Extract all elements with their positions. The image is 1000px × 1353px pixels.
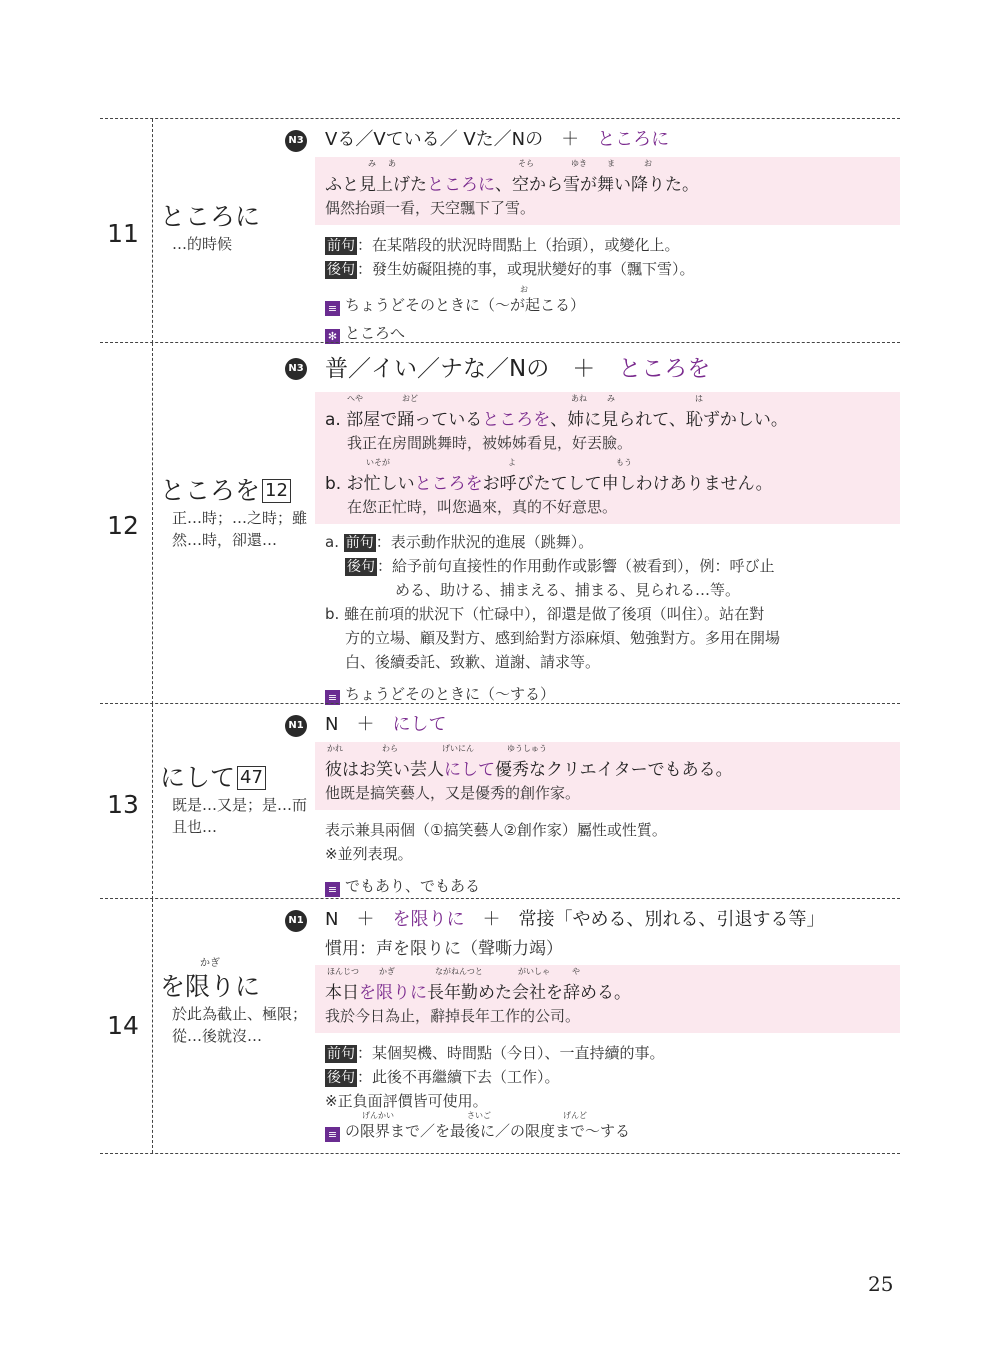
- entry-word: かぎ を限りに: [160, 958, 261, 1001]
- note-line: ※正負面評價皆可使用。: [325, 1092, 488, 1110]
- note-line: 後句 ：發生妨礙阻撓的事，或現狀變好的事（飄下雪）。: [327, 260, 695, 278]
- column-divider: [152, 119, 153, 343]
- pattern-form: 普／イい／ナな／Nの ＋: [325, 356, 619, 382]
- furigana: わら: [382, 744, 398, 753]
- furigana: そら: [518, 159, 534, 168]
- furigana: へや: [347, 394, 363, 403]
- front-clause-tag: 前句: [345, 535, 374, 551]
- furigana: かれ: [327, 744, 343, 753]
- entry-meaning: 於此為截止、極限；從…後就沒…: [172, 1005, 308, 1045]
- similar-expression: げんかい さいご げんど ≡ の限界まで／を最後に／の限度まで〜する: [325, 1113, 900, 1143]
- note-line: 表示兼具兩個（①搞笑藝人②創作家）屬性或性質。: [325, 821, 667, 839]
- level-badge: N1: [285, 910, 307, 932]
- furigana: かぎ: [379, 967, 395, 976]
- entry-meaning: …的時候: [172, 235, 233, 253]
- example-box: [315, 742, 900, 810]
- note-line: める、助ける、捕まえる、捕まる、見られる…等。: [395, 581, 741, 599]
- furigana: げいにん: [442, 744, 474, 753]
- entry-row-14: [100, 898, 900, 1154]
- example-translation: 在您正忙時，叫您過來，真的不好意思。: [347, 498, 618, 516]
- entry-number: 14: [107, 1011, 139, 1040]
- furigana: お: [520, 285, 528, 294]
- note-line: 後句 ：給予前句直接性的作用動作或影響（被看到），例：呼び止: [347, 557, 775, 575]
- example-box: [315, 965, 900, 1033]
- pattern-form: N ＋: [325, 909, 393, 930]
- example-box: [315, 157, 900, 225]
- note-line: a. 前句 ：表示動作狀況的進展（跳舞）。: [325, 533, 594, 551]
- asterisk-icon: ✻: [325, 329, 340, 344]
- furigana: ゆき: [571, 159, 587, 168]
- entry-row-11: [100, 118, 900, 343]
- furigana: み: [368, 159, 376, 168]
- equal-icon: ≡: [325, 690, 340, 705]
- pattern-form: N ＋: [325, 714, 393, 735]
- grammar-pattern: [285, 905, 900, 935]
- furigana: かぎ: [200, 958, 220, 969]
- furigana: よ: [508, 458, 516, 467]
- column-divider: [152, 704, 153, 899]
- example-sentence: いそが よ もう b. お忙しいところをお呼びたてして申しわけありません。: [325, 458, 773, 494]
- example-sentence: ほんじつ かぎ ながねんつと がいしゃ や 本日を限りに長年勤めた会社を辞める。: [325, 967, 631, 1003]
- entry-word: にして 47: [160, 762, 310, 794]
- entry-number: 12: [107, 511, 139, 540]
- example-sentence: へや おど あね み は a. 部屋で踊っているところを、姉に見られて、恥ずかしい。: [325, 394, 788, 430]
- entry-number: 13: [107, 790, 139, 819]
- entry-content: [285, 710, 900, 898]
- entry-number: 11: [107, 219, 139, 248]
- furigana: あね: [571, 394, 587, 403]
- furigana: ゆうしゅう: [507, 744, 547, 753]
- note-line: 前句 ：在某階段的狀況時間點上（抬頭），或變化上。: [327, 236, 680, 254]
- furigana: げんかい: [362, 1111, 394, 1120]
- front-clause-tag: 前句: [327, 238, 355, 254]
- furigana: ながねんつと: [435, 967, 483, 976]
- similar-expression: ≡ ちょうどそのときに（〜する）: [325, 682, 900, 706]
- similar-expression: ≡ でもあり、でもある: [325, 874, 900, 898]
- furigana: み: [607, 394, 615, 403]
- grammar-pattern: [285, 125, 900, 155]
- furigana: げんど: [563, 1111, 587, 1120]
- entry-content: [285, 905, 900, 1143]
- pattern-usage: ＋ 常接「やめる、別れる、引退する等」: [464, 909, 825, 930]
- level-badge: N3: [285, 130, 307, 152]
- entry-content: [285, 125, 900, 345]
- similar-expression: お ≡ ちょうどそのときに（〜が起こる）: [325, 287, 900, 317]
- note-line: 方的立場、顧及對方、感到給對方添麻煩、勉強對方。多用在開場: [345, 629, 781, 647]
- grammar-pattern: [285, 350, 900, 388]
- furigana: もう: [616, 458, 632, 467]
- furigana: ほんじつ: [327, 967, 359, 976]
- example-sentence: かれ わら げいにん ゆうしゅう 彼はお笑い芸人にして優秀なクリエイターでもある。: [325, 744, 733, 780]
- furigana: は: [695, 394, 703, 403]
- example-sentence: み あ そら ゆき ま お ふと見上げたところに、空から雪が舞い降りた。: [325, 159, 699, 195]
- page-number: 25: [868, 1272, 894, 1296]
- note-line: ※並列表現。: [325, 845, 413, 863]
- furigana: おど: [402, 394, 418, 403]
- grammar-pattern: [285, 710, 900, 740]
- related-expression: ✻ ところへ: [325, 321, 900, 345]
- back-clause-tag: 後句: [347, 559, 375, 575]
- pattern-form: Vる／Vている／ Vた／Nの ＋: [325, 129, 598, 150]
- reference-number: 47: [237, 766, 266, 790]
- equal-icon: ≡: [325, 301, 340, 316]
- entry-row-12: [100, 342, 900, 704]
- pattern-keyword: にして: [392, 714, 447, 735]
- pattern-keyword: ところを: [618, 356, 711, 382]
- example-translation: 我正在房間跳舞時，被姊姊看見，好丟臉。: [347, 434, 633, 452]
- furigana: ま: [607, 159, 615, 168]
- level-badge: N3: [285, 358, 307, 380]
- note-line: b. 雖在前項的狀況下（忙碌中），卻還是做了後項（叫住）。站在對: [325, 605, 765, 623]
- level-badge: N1: [285, 715, 307, 737]
- entry-word: ところに: [160, 202, 261, 231]
- column-divider: [152, 899, 153, 1153]
- back-clause-tag: 後句: [327, 262, 355, 278]
- entry-content: [285, 350, 900, 706]
- pattern-keyword: ところに: [597, 129, 670, 150]
- column-divider: [152, 343, 153, 704]
- note-line: 前句 ：某個契機、時間點（今日）、一直持續的事。: [327, 1044, 665, 1062]
- furigana: さいご: [467, 1111, 491, 1120]
- entry-word: ところを 12: [160, 475, 310, 507]
- furigana: や: [572, 967, 580, 976]
- example-translation: 他既是搞笑藝人，又是優秀的創作家。: [325, 784, 581, 802]
- furigana: お: [644, 159, 652, 168]
- example-box: [315, 392, 900, 524]
- example-translation: 偶然抬頭一看，天空飄下了雪。: [325, 199, 536, 217]
- note-line: 白、後續委託、致歉、道謝、請求等。: [345, 653, 601, 671]
- usage-line: 慣用：声を限りに（聲嘶力竭）: [325, 939, 563, 959]
- reference-number: 12: [262, 479, 291, 503]
- furigana: がいしゃ: [518, 967, 550, 976]
- equal-icon: ≡: [325, 1127, 340, 1142]
- example-translation: 我於今日為止，辭掉長年工作的公司。: [325, 1007, 581, 1025]
- furigana: いそが: [366, 458, 390, 467]
- front-clause-tag: 前句: [327, 1046, 355, 1062]
- entry-meaning: 正…時；…之時；雖然…時，卻還…: [172, 509, 308, 549]
- entry-row-13: [100, 703, 900, 899]
- pattern-keyword: を限りに: [392, 909, 465, 930]
- note-line: 後句 ：此後不再繼續下去（工作）。: [327, 1068, 560, 1086]
- back-clause-tag: 後句: [327, 1070, 355, 1086]
- entry-meaning: 既是…又是；是…而且也…: [172, 796, 308, 836]
- furigana: あ: [388, 159, 396, 168]
- equal-icon: ≡: [325, 882, 340, 897]
